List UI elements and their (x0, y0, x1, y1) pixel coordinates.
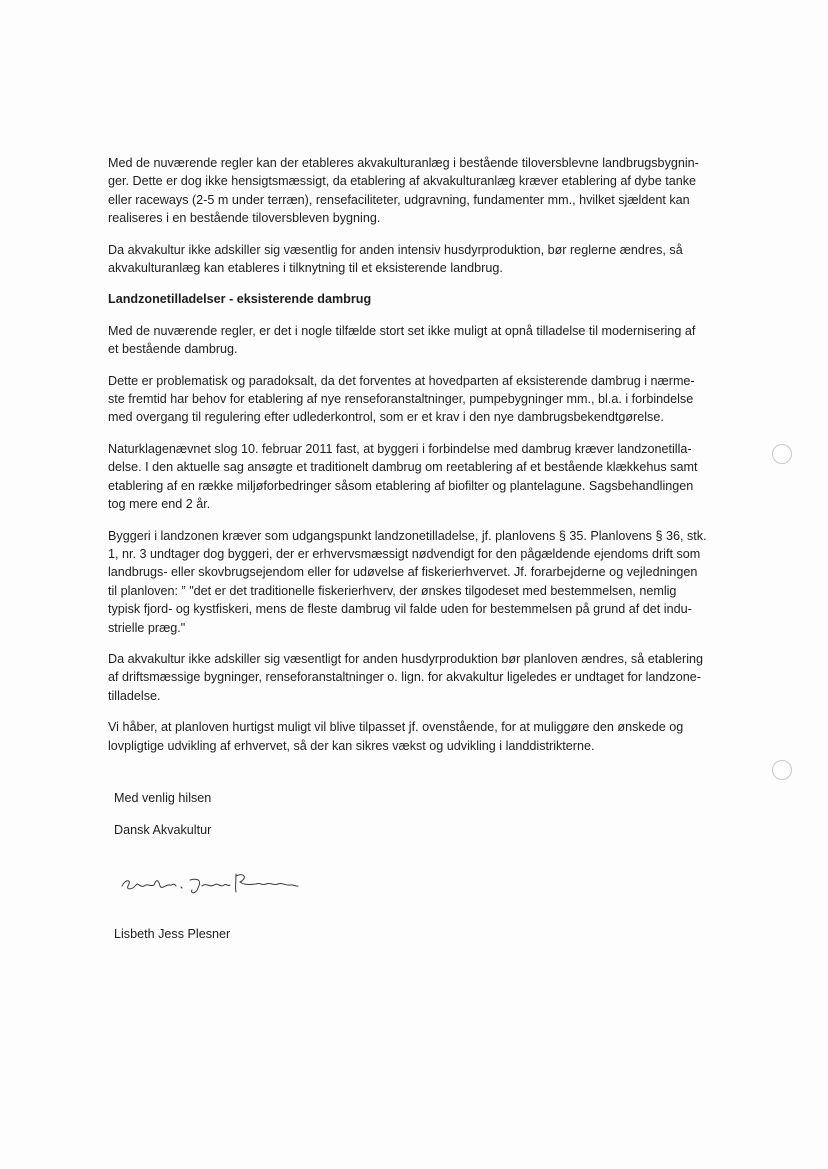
paragraph-modernisation (108, 322, 720, 359)
organization-name: Dansk Akvakultur (114, 823, 212, 837)
text-line: et bestående dambrug. (108, 342, 238, 357)
section-heading: Landzonetilladelser - eksisterende dambrug (108, 292, 372, 307)
text-line: landbrugs- eller skovbrugsejendom eller for udøvelse af fiskerierhvervet. Jf. forarbejderne og vejledningen (108, 565, 698, 580)
text-line: delse. I den aktuelle sag ansøgte et traditionelt dambrug om reetablering af et bestående klækkehus samt (108, 460, 698, 475)
text-line: realiseres i en bestående tiloversbleven bygning. (108, 211, 381, 226)
text-line: etablering af en række miljøforbedringer såsom etablering af biofilter og plantelagune. Sagsbehandlingen (108, 478, 694, 493)
text-line: Med de nuværende regler, er det i nogle tilfælde stort set ikke muligt at opnå tilladelse til modernisering af (108, 323, 696, 338)
text-line: Byggeri i landzonen kræver som udgangspunkt landzonetilladelse, jf. planlovens § 35. Planlovens § 36, stk. (108, 528, 707, 543)
text-line: strielle præg." (108, 620, 186, 635)
paragraph-problematic (108, 372, 720, 427)
text-line: akvakulturanlæg kan etableres i tilknytning til et eksisterende landbrug. (108, 261, 503, 276)
punch-hole-bottom (772, 760, 792, 780)
text-line: med overgang til regulering efter udlederkontrol, som er et krav i den nye dambrugsbekendtgørelse. (108, 410, 664, 425)
text-line: tilladelse. (108, 688, 161, 703)
signatory-name: Lisbeth Jess Plesner (114, 927, 231, 941)
text-line: ger. Dette er dog ikke hensigtsmæssigt, da etablering af akvakulturanlæg kræver etablering af dybe tanke (108, 174, 697, 189)
text-line: 1, nr. 3 undtager dog byggeri, der er erhvervsmæssigt nødvendigt for den pågældende ejendoms drift som (108, 546, 701, 561)
text-line: Dette er problematisk og paradoksalt, da det forventes at hovedparten af eksisterende dambrug i nærme- (108, 373, 695, 388)
paragraph-naturklagenaevnet (108, 440, 720, 514)
text-line: til planloven: ” "det er det traditionelle fiskerierhverv, der ønskes tilgodeset med bestemmelsen, nemlig (108, 583, 677, 598)
text-line: Da akvakultur ikke adskiller sig væsentligt for anden husdyrproduktion bør planloven ændres, så etablering (108, 651, 704, 666)
text-line: Naturklagenævnet slog 10. februar 2011 fast, at byggeri i forbindelse med dambrug kræver landzonetilla- (108, 441, 692, 456)
text-line: tog mere end 2 år. (108, 497, 211, 512)
text-line: Da akvakultur ikke adskiller sig væsentlig for anden intensiv husdyrproduktion, bør reglerne ændres, så (108, 242, 683, 257)
paragraph-existing-buildings (108, 154, 720, 228)
closing-greeting: Med venlig hilsen (114, 791, 212, 805)
paragraph-rules-change (108, 241, 720, 278)
paragraph-hope (108, 718, 720, 755)
punch-hole-top (772, 444, 792, 464)
text-line: af driftsmæssige bygninger, renseforanstaltninger o. lign. for akvakultur ligeledes er undtaget for landzone- (108, 670, 701, 685)
paragraph-planloven (108, 527, 720, 637)
handwritten-signature (118, 868, 308, 900)
text-line: ste fremtid har behov for etablering af nye renseforanstaltninger, pumpebygninger mm., bl.a. i forbindelse (108, 392, 694, 407)
text-line: lovpligtige udvikling af erhvervet, så der kan sikres vækst og udvikling i landdistrikterne. (108, 738, 595, 753)
paragraph-exemption (108, 650, 720, 705)
text-line: Med de nuværende regler kan der etableres akvakulturanlæg i bestående tiloversblevne landbrugsbygnin- (108, 156, 699, 170)
text-line: eller raceways (2-5 m under terræn), rensefaciliteter, udgravning, fundamenter mm., hvilket sjældent kan (108, 192, 690, 207)
letter-body (108, 154, 720, 768)
text-line: typisk fjord- og kystfiskeri, mens de fleste dambrug vil falde uden for bestemmelsen på grund af det indu- (108, 602, 692, 617)
text-line: Vi håber, at planloven hurtigst muligt vil blive tilpasset jf. ovenstående, for at muliggøre den ønskede og (108, 720, 684, 735)
